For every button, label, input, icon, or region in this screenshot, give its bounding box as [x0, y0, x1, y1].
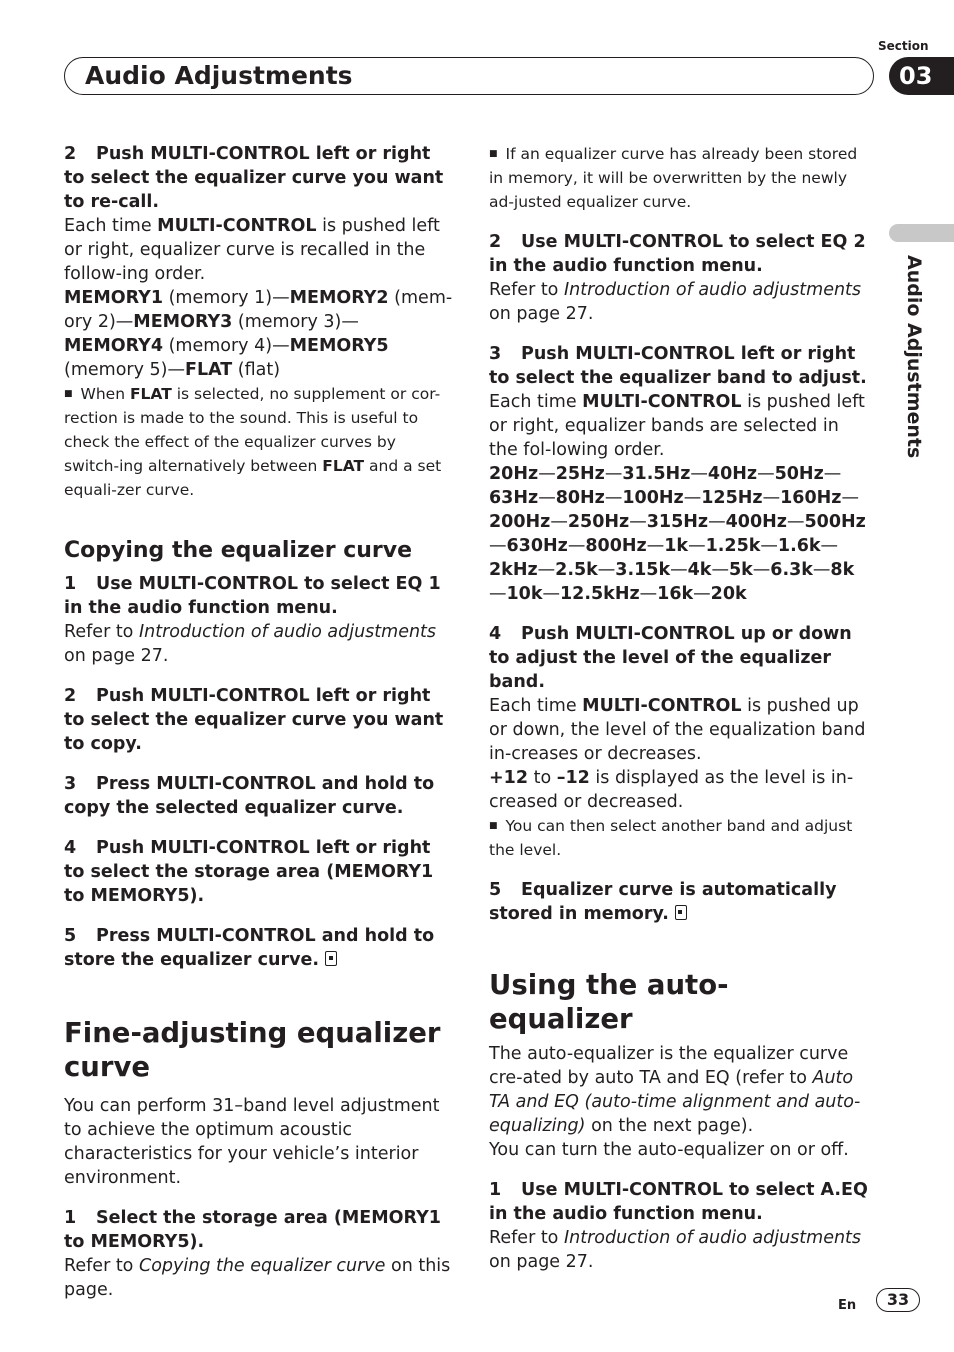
band-value: 2kHz: [489, 560, 538, 580]
left-column: [64, 142, 454, 1302]
band-value: 25Hz: [555, 464, 605, 484]
reference-aeq: Refer to Introduction of audio adjustments on page 27.: [489, 1228, 862, 1272]
language-label: En: [838, 1298, 857, 1313]
band-value: 630Hz: [506, 536, 568, 556]
band-value: 20k: [710, 584, 747, 604]
step-select-band: 3 Push MULTI-CONTROL left or right to select the equalizer band to adjust.: [489, 344, 867, 388]
reference-eq2: Refer to Introduction of audio adjustments on page 27.: [489, 280, 862, 324]
paragraph-fine-adjusting: You can perform 31–band level adjustment to achieve the optimum acoustic characteristics for your vehicle’s interior environment.: [64, 1096, 440, 1188]
reference-fine-1: Refer to Copying the equalizer curve on this page.: [64, 1256, 451, 1300]
paragraph-level-change: Each time MULTI-CONTROL is pushed up or down, the level of the equalization band in-creases or decreases.: [489, 696, 866, 764]
step-copy-1: 1 Use MULTI-CONTROL to select EQ 1 in the audio function menu.: [64, 574, 441, 618]
band-value: 12.5kHz: [560, 584, 640, 604]
memory-sequence: MEMORY1 (memory 1)—MEMORY2 (mem-ory 2)—MEMORY3 (memory 3)—MEMORY4 (memory 4)—MEMORY5 (memory 5)—FLAT (flat): [64, 288, 453, 380]
paragraph-auto-equalizer: The auto-equalizer is the equalizer curve cre-ated by auto TA and EQ (refer to Auto TA and EQ (auto-time alignment and auto-equalizing) on the next page).: [489, 1044, 861, 1136]
step-recall: 2 Push MULTI-CONTROL left or right to select the equalizer curve you want to re-call.: [64, 144, 444, 212]
right-column: [489, 142, 871, 1274]
bullet-square-icon: ■: [64, 389, 73, 399]
heading-copying: Copying the equalizer curve: [64, 538, 413, 563]
step-copy-5: 5 Press MULTI-CONTROL and hold to store the equalizer curve.: [64, 926, 435, 970]
band-value: 125Hz: [701, 488, 763, 508]
heading-fine-adjusting: Fine-adjusting equalizer curve: [64, 1017, 441, 1083]
bullet-square-icon: ■: [489, 149, 498, 159]
step-auto-stored: 5 Equalizer curve is automatically stored in memory.: [489, 880, 837, 924]
band-value: 160Hz: [780, 488, 842, 508]
band-value: 1.6k: [777, 536, 821, 556]
header-bar: [64, 57, 874, 95]
band-value: 200Hz: [489, 512, 551, 532]
band-value: 250Hz: [567, 512, 630, 532]
side-tab-marker: [889, 224, 954, 242]
band-value: 16k: [657, 584, 694, 604]
band-value: 63Hz: [489, 488, 539, 508]
band-value: 10k: [506, 584, 543, 604]
bullet-square-icon: ■: [489, 821, 498, 831]
band-value: 500Hz: [804, 512, 866, 532]
step-copy-2: 2 Push MULTI-CONTROL left or right to select the equalizer curve you want to copy.: [64, 686, 444, 754]
step-fine-1: 1 Select the storage area (MEMORY1 to MEMORY5).: [64, 1208, 441, 1252]
band-value: 4k: [687, 560, 712, 580]
band-value: 1k: [664, 536, 689, 556]
paragraph-recall-order: Each time MULTI-CONTROL is pushed left or right, equalizer curve is recalled in the follow-ing order.: [64, 216, 440, 284]
note-flat: ■ When FLAT is selected, no supplement or cor-rection is made to the sound. This is useful to check the effect of the equalizer curves by switch-ing alternatively between FLAT and a set equali-zer curve.: [64, 385, 442, 499]
end-mark-icon: [325, 951, 337, 966]
paragraph-level-range: +12 to –12 is displayed as the level is in-creased or decreased.: [489, 768, 854, 812]
band-value: 1.25k: [705, 536, 761, 556]
step-adjust-level: 4 Push MULTI-CONTROL up or down to adjust the level of the equalizer band.: [489, 624, 852, 692]
band-value: 3.15k: [615, 560, 671, 580]
band-value: 40Hz: [707, 464, 758, 484]
band-value: 400Hz: [725, 512, 787, 532]
band-value: 800Hz: [585, 536, 647, 556]
note-overwrite: ■ If an equalizer curve has already been stored in memory, it will be overwritten by the newly ad-justed equalizer curve.: [489, 145, 858, 211]
heading-auto-equalizer: Using the auto-equalizer: [489, 969, 729, 1035]
band-value: 100Hz: [622, 488, 684, 508]
section-number-badge: 03: [889, 57, 954, 95]
paragraph-band-order: Each time MULTI-CONTROL is pushed left or right, equalizer bands are selected in the fol-lowing order.: [489, 392, 865, 460]
side-tab-label: Audio Adjustments: [903, 255, 925, 459]
band-value: 8k: [830, 560, 855, 580]
band-value: 2.5k: [555, 560, 598, 580]
band-value: 315Hz: [646, 512, 709, 532]
band-value: 5k: [728, 560, 753, 580]
step-copy-4: 4 Push MULTI-CONTROL left or right to select the storage area (MEMORY1 to MEMORY5).: [64, 838, 434, 906]
band-value: 31.5Hz: [622, 464, 691, 484]
step-eq2: 2 Use MULTI-CONTROL to select EQ 2 in the audio function menu.: [489, 232, 866, 276]
band-value: 80Hz: [555, 488, 605, 508]
step-copy-3: 3 Press MULTI-CONTROL and hold to copy the selected equalizer curve.: [64, 774, 435, 818]
band-value: 6.3k: [770, 560, 813, 580]
reference-copy-1: Refer to Introduction of audio adjustments on page 27.: [64, 622, 437, 666]
paragraph-auto-toggle: You can turn the auto-equalizer on or off.: [489, 1140, 849, 1160]
note-another-band: ■ You can then select another band and adjust the level.: [489, 817, 853, 859]
step-select-aeq: 1 Use MULTI-CONTROL to select A.EQ in the audio function menu.: [489, 1180, 868, 1224]
band-value: 20Hz: [489, 464, 539, 484]
end-mark-icon: [675, 905, 687, 920]
band-sequence: 20Hz—25Hz—31.5Hz—40Hz—50Hz—63Hz—80Hz—100Hz—125Hz—160Hz—200Hz—250Hz—315Hz—400Hz—500Hz—630Hz—800Hz—1k—1.25k—1.6k—2kHz—2.5k—3.15k—4k—5k—6.3k—8k—10k—12.5kHz—16k—20k: [489, 464, 866, 604]
section-label: Section: [878, 39, 929, 53]
band-value: 50Hz: [774, 464, 824, 484]
page-title: Audio Adjustments: [85, 61, 353, 90]
page-number: 33: [876, 1288, 920, 1312]
